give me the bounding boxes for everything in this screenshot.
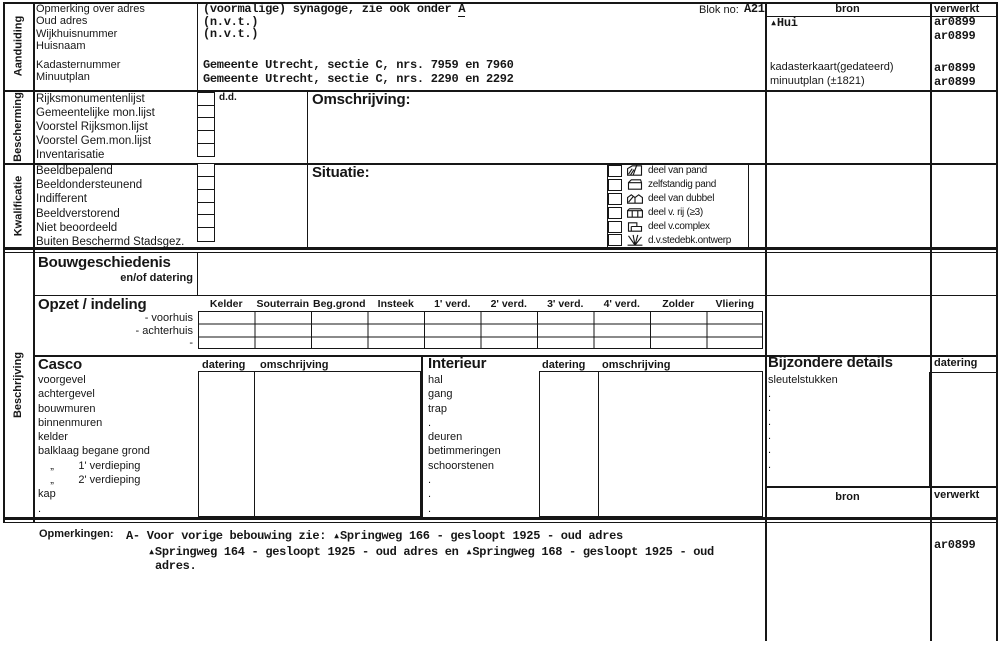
kwalificatie-item-label: Beeldverstorend: [36, 207, 120, 220]
interieur-datering-header: datering: [542, 359, 586, 371]
zelfstandig-pand-icon: [625, 178, 645, 191]
divider: [765, 2, 767, 641]
casco-row-label: balklaag begane grond: [38, 445, 150, 458]
opmerkingen-line: ▴Springweg 164 - gesloopt 1925 - oud adres en ▴Springweg 168 - gesloopt 1925 - oud: [148, 544, 714, 559]
interieur-row-label: hal: [428, 374, 443, 386]
aanduiding-label: Wijkhuisnummer: [36, 27, 118, 40]
deel-van-pand-icon: [625, 164, 645, 177]
aanduiding-label-list: [36, 3, 145, 84]
bijzondere-row-label: .: [768, 444, 772, 457]
casco-row-label: binnenmuren: [38, 416, 103, 429]
interieur-row-labels: [428, 374, 501, 517]
opmerkingen-line: A- Voor vorige bebouwing zie: ▴Springweg 166 - gesloopt 1925 - oud adres: [126, 529, 623, 543]
bron-row-hui: ▴Hui: [770, 16, 798, 30]
bescherming-checkbox-ladder: [197, 92, 215, 163]
situatie-row: [608, 220, 748, 234]
checkbox[interactable]: [608, 179, 622, 191]
checkbox[interactable]: [197, 143, 215, 157]
verwerkt-value: ar0899: [934, 29, 976, 43]
verwerkt-value: ar0899: [934, 15, 976, 29]
bijzondere-row-label: .: [768, 402, 772, 415]
divider: [3, 90, 997, 92]
interieur-row-label: schoorstenen: [428, 459, 495, 472]
opzet-column-header: 3' verd.: [547, 298, 584, 310]
situatie-label: deel v.complex: [648, 221, 710, 232]
checkbox[interactable]: [608, 193, 622, 205]
bijzondere-datering-field[interactable]: [929, 372, 997, 486]
situatie-heading: Situatie:: [312, 164, 370, 181]
casco-row-labels: [38, 374, 150, 517]
bijzondere-details-title: Bijzondere details: [768, 354, 893, 371]
opzet-column-header: 4' verd.: [603, 298, 640, 310]
kadasternummer-value: Gemeente Utrecht, sectie C, nrs. 7959 en 7960: [203, 58, 514, 72]
opzet-row-labels: [100, 312, 193, 350]
verwerkt-value: ar0899: [934, 61, 976, 75]
divider: [748, 163, 749, 249]
verwerkt-footer-header: verwerkt: [934, 489, 980, 501]
omschrijving-heading: Omschrijving:: [312, 91, 411, 108]
bron-row-kadasterkaart: kadasterkaart(gedateerd): [770, 61, 894, 73]
interieur-omschrijving-header: omschrijving: [602, 359, 671, 371]
bron-column-header: bron: [835, 3, 860, 15]
kwalificatie-item-label: Buiten Beschermd Stadsgez.: [36, 235, 185, 248]
deel-van-rij-icon: [625, 206, 645, 219]
kwalificatie-item-label: Beeldbepalend: [36, 165, 113, 177]
casco-omschrijving-header: omschrijving: [260, 359, 329, 371]
opzet-column-header: Insteek: [377, 298, 414, 310]
casco-entry-field[interactable]: [198, 371, 421, 517]
interieur-title: Interieur: [428, 355, 487, 372]
situatie-row: [608, 192, 748, 206]
divider: [421, 355, 423, 518]
divider: [930, 2, 932, 641]
interieur-row-label: .: [428, 502, 432, 515]
bescherming-item-label: Rijksmonumentenlijst: [36, 93, 145, 105]
situatie-row: [608, 233, 748, 247]
opzet-column-header: Kelder: [209, 298, 243, 310]
opmerking-adres-value: (voormalige) synagoge, zie ook onder A: [203, 2, 466, 16]
verwerkt-column-header: verwerkt: [934, 3, 980, 15]
opzet-grid[interactable]: [198, 311, 763, 349]
divider: [3, 517, 997, 520]
kwalificatie-item-label: Indifferent: [36, 193, 87, 206]
checkbox[interactable]: [608, 165, 622, 177]
checkbox[interactable]: [608, 207, 622, 219]
bijzondere-row-label: .: [768, 388, 772, 401]
situatie-label: deel v. rij (≥3): [648, 207, 703, 219]
blok-no-value: A21: [744, 2, 765, 16]
interieur-row-label: deuren: [428, 431, 463, 444]
casco-row-label: „ 2' verdieping: [38, 474, 141, 487]
situatie-label: d.v.stedebk.ontwerp: [648, 234, 732, 246]
bouwgeschiedenis-title: Bouwgeschiedenis: [38, 254, 171, 271]
casco-title: Casco: [38, 356, 83, 373]
divider: [3, 252, 997, 253]
interieur-row-label: .: [428, 488, 432, 501]
opzet-column-header: Zolder: [662, 298, 695, 310]
opzet-title: Opzet / indeling: [38, 296, 147, 313]
situatie-row: [608, 164, 748, 178]
divider: [33, 295, 997, 296]
casco-datering-header: datering: [202, 359, 246, 371]
aanduiding-label: Opmerking over adres: [36, 3, 145, 15]
bijzondere-datering-header: datering: [934, 357, 978, 369]
opzet-column-header: Souterrain: [256, 298, 309, 310]
situatie-row: [608, 206, 748, 220]
divider: [3, 522, 997, 524]
deel-van-dubbel-icon: [625, 192, 645, 205]
bescherming-item-label: Voorstel Rijksmon.lijst: [36, 121, 148, 134]
casco-row-label: kelder: [38, 431, 68, 444]
bescherming-item-label: Gemeentelijke mon.lijst: [36, 107, 155, 120]
interieur-row-label: trap: [428, 402, 447, 415]
divider: [996, 2, 998, 641]
section-label-bescherming: Bescherming: [12, 91, 25, 162]
casco-row-label: „ 1' verdieping: [38, 459, 141, 472]
bron-footer-header: bron: [835, 491, 860, 503]
checkbox[interactable]: [608, 234, 622, 246]
interieur-row-label: gang: [428, 388, 453, 401]
oud-adres-value: (n.v.t.): [203, 15, 259, 29]
divider: [307, 90, 308, 249]
kwalificatie-checkbox-ladder: [197, 163, 215, 249]
casco-row-label: kap: [38, 488, 56, 501]
checkbox[interactable]: [197, 227, 215, 241]
stedebouwkundig-ontwerp-icon: [625, 234, 645, 247]
divider: [197, 252, 198, 296]
opzet-column-header: 2' verd.: [490, 298, 527, 310]
bijzondere-row-label: .: [768, 416, 772, 429]
casco-row-label: voorgevel: [38, 374, 86, 386]
bijzondere-row-label: sleutelstukken: [768, 374, 838, 386]
interieur-row-label: betimmeringen: [428, 445, 501, 458]
divider: [254, 372, 255, 516]
blok-no-label: Blok no:: [699, 4, 739, 16]
opzet-column-header: 1' verd.: [434, 298, 471, 310]
divider: [33, 2, 35, 522]
bijzondere-row-label: .: [768, 430, 772, 443]
aanduiding-label: Oud adres: [36, 15, 88, 28]
opmerkingen-label: Opmerkingen:: [39, 528, 114, 540]
aanduiding-label: Kadasternummer: [36, 59, 121, 72]
bescherming-item-label: Voorstel Gem.mon.lijst: [36, 135, 152, 148]
kwalificatie-list: [36, 165, 184, 250]
situatie-row: [608, 178, 748, 192]
section-label-beschrijving: Beschrijving: [12, 351, 24, 419]
section-label-aanduiding: Aanduiding: [12, 15, 24, 77]
reference-link-A: A: [458, 2, 466, 16]
divider: [765, 486, 997, 488]
opzet-column-header: Vliering: [715, 298, 754, 310]
bouwgeschiedenis-subtitle: en/of datering: [120, 272, 193, 284]
kwalificatie-item-label: Niet beoordeeld: [36, 221, 118, 234]
aanduiding-label: Huisnaam: [36, 39, 86, 52]
dd-label: d.d.: [219, 92, 237, 103]
situatie-label: deel van pand: [648, 165, 707, 177]
interieur-row-label: .: [428, 474, 432, 487]
situatie-label: deel van dubbel: [648, 193, 715, 205]
opzet-column-header: Beg.grond: [313, 298, 366, 310]
situatie-legend: [608, 164, 748, 247]
wijkhuisnummer-value: (n.v.t.): [203, 27, 259, 41]
opzet-row-label: - achterhuis: [135, 324, 193, 337]
interieur-entry-field[interactable]: [539, 371, 763, 517]
aanduiding-label: Minuutplan: [36, 71, 90, 84]
casco-row-label: bouwmuren: [38, 402, 96, 415]
bijzondere-row-labels: [768, 374, 838, 473]
checkbox[interactable]: [608, 221, 622, 233]
kwalificatie-item-label: Beeldondersteunend: [36, 179, 143, 192]
bijzondere-row-label: .: [768, 458, 772, 471]
casco-row-label: .: [38, 502, 42, 515]
bron-row-minuutplan: minuutplan (±1821): [770, 75, 865, 87]
verwerkt-value: ar0899: [934, 75, 976, 89]
verwerkt-footer-value: ar0899: [934, 538, 976, 552]
divider: [598, 372, 599, 516]
minuutplan-value: Gemeente Utrecht, sectie C, nrs. 2290 en 2292: [203, 71, 514, 86]
opmerkingen-line: adres.: [155, 559, 197, 573]
opzet-row-label: - voorhuis: [144, 312, 193, 324]
bescherming-list: [36, 93, 155, 163]
opzet-column-headers: [198, 298, 763, 310]
interieur-row-label: .: [428, 416, 432, 429]
bescherming-item-label: Inventarisatie: [36, 149, 105, 162]
opzet-row-label: -: [189, 337, 193, 350]
casco-row-label: achtergevel: [38, 388, 95, 401]
situatie-label: zelfstandig pand: [648, 179, 717, 191]
section-label-kwalificatie: Kwalificatie: [12, 175, 24, 237]
divider: [197, 2, 198, 90]
deel-van-complex-icon: [625, 220, 645, 233]
